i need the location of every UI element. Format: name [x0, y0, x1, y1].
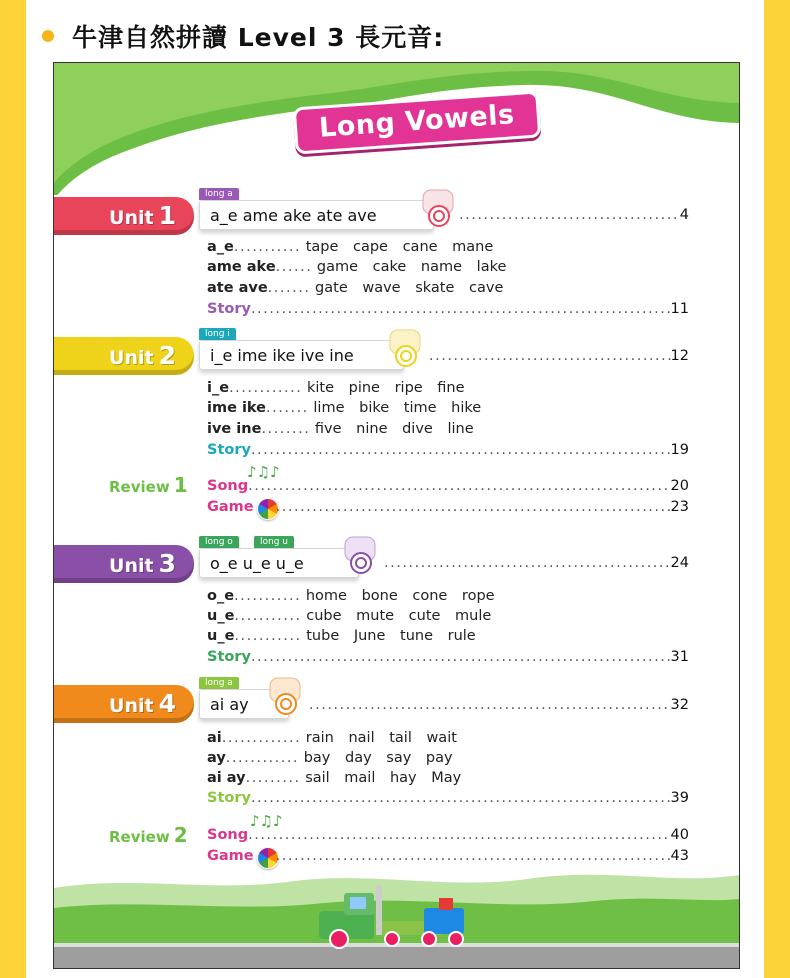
- story-link[interactable]: Story ..... 39: [207, 788, 689, 808]
- unit-3-tab[interactable]: [54, 543, 196, 585]
- phonics-strip: ai ay: [199, 689, 289, 719]
- tag-long-a: long a: [199, 677, 239, 689]
- unit-word: Unit: [109, 347, 154, 369]
- left-border-strip: [0, 0, 26, 978]
- unit-2-tab[interactable]: [54, 335, 196, 377]
- game-link[interactable]: Game ..... 23: [207, 497, 689, 517]
- unit-4-page-line[interactable]: [309, 695, 689, 715]
- music-notes-icon: ♪♫♪: [247, 463, 280, 481]
- word-row: u_e........... tube June tune rule: [207, 628, 476, 644]
- word-row: a_e........... tape cape cane mane: [207, 239, 494, 255]
- unit-number: 3: [158, 549, 176, 578]
- word-row: o_e........... home bone cone rope: [207, 588, 495, 604]
- page-number: 24: [670, 555, 689, 571]
- game-link[interactable]: Game ..... 43: [207, 846, 689, 866]
- bullet-icon: [42, 30, 54, 42]
- tag-long-a: long a: [199, 188, 239, 200]
- story-link[interactable]: Story ..... 31: [207, 647, 689, 667]
- unit-1-tab[interactable]: [54, 195, 196, 237]
- tag-long-i: long i: [199, 328, 236, 340]
- music-notes-icon: ♪♫♪: [250, 812, 283, 830]
- page-number: 4: [679, 207, 689, 223]
- word-row: ime ike....... lime bike time hike: [207, 400, 482, 416]
- word-row: ame ake...... game cake name lake: [207, 259, 507, 275]
- phonics-strip: i_e ime ike ive ine: [199, 340, 404, 370]
- unit-word: Unit: [109, 555, 154, 577]
- phonics-strip: o_e u_e u_e: [199, 548, 359, 578]
- unit-word: Unit: [109, 207, 154, 229]
- page-number: 32: [670, 697, 689, 713]
- unit-number: 2: [158, 341, 176, 370]
- unit-4-tab[interactable]: [54, 683, 196, 725]
- unit-1-page-line[interactable]: [459, 205, 689, 225]
- word-row: i_e............ kite pine ripe fine: [207, 380, 465, 396]
- word-row: u_e........... cube mute cute mule: [207, 608, 492, 624]
- song-link[interactable]: Song ..... 20: [207, 476, 689, 496]
- scroll-icon: [386, 328, 426, 368]
- page-header: [42, 18, 444, 54]
- scroll-icon: [419, 188, 459, 228]
- unit-number: 1: [158, 201, 176, 230]
- book-contents-page: [53, 62, 740, 969]
- review-1-label: Review 1: [109, 473, 188, 497]
- story-link[interactable]: Story ..... 19: [207, 440, 689, 460]
- song-link[interactable]: Song ..... 40: [207, 825, 689, 845]
- tag-long-u: long u: [254, 536, 294, 548]
- unit-3-page-line[interactable]: [384, 553, 689, 573]
- word-row: ai ay......... sail mail hay May: [207, 770, 462, 786]
- unit-word: Unit: [109, 695, 154, 717]
- banner-title: Long Vowels: [318, 99, 516, 144]
- word-row: ay............ bay day say pay: [207, 750, 453, 766]
- scroll-icon: [266, 676, 306, 716]
- right-border-strip: [764, 0, 790, 978]
- word-row: ai............. rain nail tail wait: [207, 730, 457, 746]
- unit-2-page-line[interactable]: [429, 346, 689, 366]
- unit-number: 4: [158, 689, 176, 718]
- word-row: ive ine........ five nine dive line: [207, 421, 474, 437]
- page-title: 牛津自然拼讀 Level 3 長元音:: [72, 23, 445, 52]
- scroll-icon: [341, 535, 381, 575]
- page-number: 12: [670, 348, 689, 364]
- phonics-strip: a_e ame ake ate ave: [199, 200, 434, 230]
- review-2-label: Review 2: [109, 823, 188, 847]
- story-link[interactable]: Story ..... 11: [207, 299, 689, 319]
- tag-long-o: long o: [199, 536, 239, 548]
- word-row: ate ave....... gate wave skate cave: [207, 280, 504, 296]
